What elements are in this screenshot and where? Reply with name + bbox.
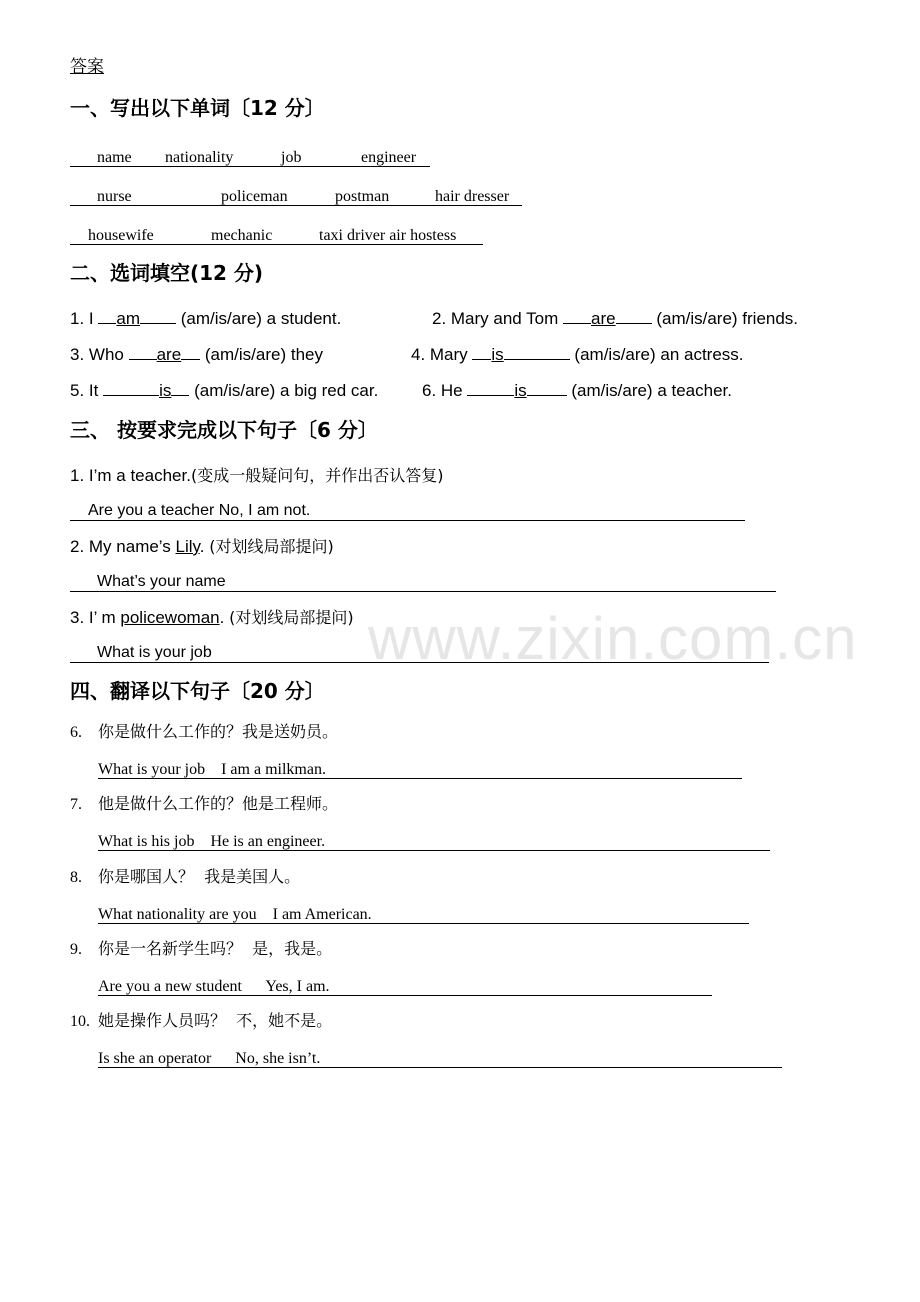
answer-title: 答案 <box>70 57 104 77</box>
word-item: nurse <box>97 188 132 205</box>
rewrite-answer-3: What is your job <box>97 644 212 661</box>
section1-row2-underline <box>70 205 522 206</box>
word-item: nationality <box>165 149 234 166</box>
word-item: mechanic <box>211 227 273 244</box>
word-item: policeman <box>221 188 288 205</box>
rewrite-question-1: 1. I’m a teacher.(变成一般疑问句，并作出否认答复) <box>70 466 444 485</box>
section2-heading: 二、选词填空(12 分) <box>70 261 264 285</box>
rewrite-question-3: 3. I’ m policewoman. (对划线局部提问) <box>70 608 354 627</box>
section3-heading: 三、 按要求完成以下句子〔6 分〕 <box>70 418 378 442</box>
answer-line <box>70 662 769 663</box>
fill-item-5: 5. It is (am/is/are) a big red car. <box>70 381 379 400</box>
answer-line <box>98 995 712 996</box>
answer-line <box>98 850 770 851</box>
translate-answer: Is she an operator No, she isn’t. <box>98 1050 321 1067</box>
word-item: hair dresser <box>435 188 510 205</box>
answer-is: is <box>491 345 504 364</box>
word-item: name <box>97 149 132 166</box>
fill-item-6: 6. He is (am/is/are) a teacher. <box>422 381 732 400</box>
answer-is: is <box>159 381 172 400</box>
rewrite-answer-1: Are you a teacher No, I am not. <box>88 502 311 519</box>
word-item: engineer <box>361 149 417 166</box>
underlined-part: policewoman <box>120 608 220 627</box>
answer-line <box>70 591 776 592</box>
underlined-part: Lily <box>175 537 200 556</box>
translate-question: 她是操作人员吗？ 不，她不是。 <box>98 1011 333 1030</box>
translate-question: 他是做什么工作的？他是工程师。 <box>98 794 339 813</box>
rewrite-question-2: 2. My name’s Lily. (对划线局部提问) <box>70 537 334 556</box>
translate-number: 9. <box>70 941 82 958</box>
translate-number: 6. <box>70 724 82 741</box>
translate-question: 你是做什么工作的？我是送奶员。 <box>98 722 339 741</box>
translate-number: 8. <box>70 869 82 886</box>
translate-number: 10. <box>70 1013 90 1030</box>
translate-question: 你是一名新学生吗？ 是，我是。 <box>98 939 333 958</box>
answer-line <box>98 923 749 924</box>
word-item: job <box>281 149 302 166</box>
rewrite-answer-2: What’s your name <box>97 573 226 590</box>
translate-question: 你是哪国人？ 我是美国人。 <box>98 867 301 886</box>
answer-line <box>98 778 742 779</box>
fill-item-4: 4. Mary is (am/is/are) an actress. <box>411 345 744 364</box>
fill-item-1: 1. I am (am/is/are) a student. <box>70 309 342 328</box>
translate-answer: Are you a new student Yes, I am. <box>98 978 330 995</box>
section4-heading: 四、翻译以下句子〔20 分〕 <box>70 679 325 703</box>
section1-row3-underline <box>70 244 483 245</box>
watermark: www.zixin.com.cn <box>368 605 858 672</box>
translate-answer: What is his job He is an engineer. <box>98 833 326 850</box>
fill-item-2: 2. Mary and Tom are (am/is/are) friends. <box>432 309 799 328</box>
fill-item-3: 3. Who are (am/is/are) they <box>70 345 323 364</box>
answer-are: are <box>156 345 182 364</box>
answer-are: are <box>591 309 616 328</box>
section1-heading: 一、写出以下单词〔12 分〕 <box>70 96 325 120</box>
translate-answer: What is your job I am a milkman. <box>98 761 326 778</box>
answer-is: is <box>514 381 527 400</box>
word-item: taxi driver air hostess <box>319 227 457 244</box>
translate-answer: What nationality are you I am American. <box>98 906 372 923</box>
translate-number: 7. <box>70 796 82 813</box>
word-item: housewife <box>88 227 154 244</box>
section1-row1-underline <box>70 166 430 167</box>
answer-line <box>70 520 745 521</box>
answer-line <box>98 1067 782 1068</box>
word-item: postman <box>335 188 390 205</box>
answer-am: am <box>116 309 140 328</box>
